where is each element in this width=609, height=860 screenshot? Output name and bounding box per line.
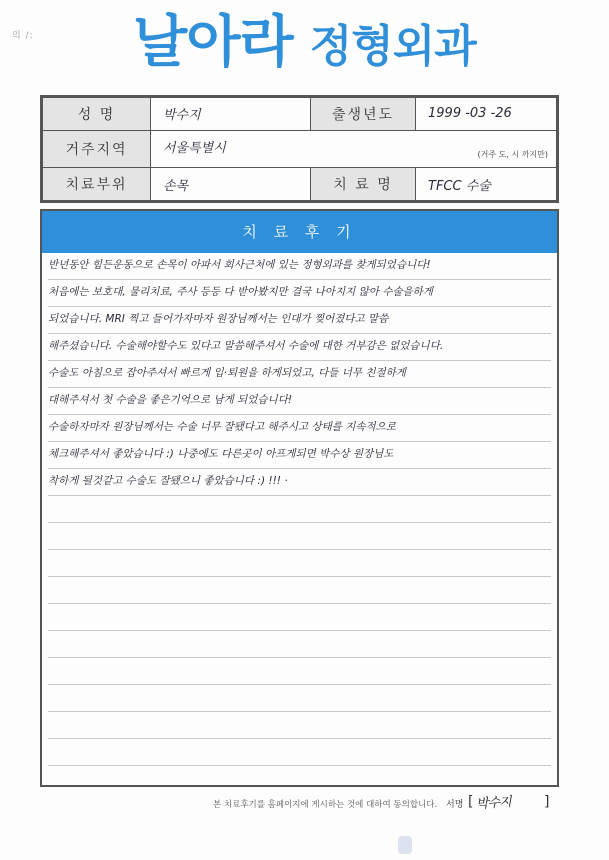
title-part1: 날아라 [133, 10, 293, 75]
signature-bracket-right: ] [544, 794, 550, 810]
body-part-value: 손목 [151, 168, 311, 201]
review-line: 수술도 아침으로 잡아주셔서 빠르게 입·퇴원을 하게되었고, 다들 너무 친절하게 [48, 361, 551, 388]
review-line [48, 739, 551, 766]
review-line [48, 685, 551, 712]
consent-text: 본 치료후기를 홈페이지에 게시하는 것에 대하여 동의합니다. [213, 800, 438, 810]
review-line [48, 658, 551, 685]
treatment-value: TFCC 수술 [416, 168, 557, 201]
region-cell [151, 130, 557, 167]
review-line [48, 496, 551, 523]
review-line: 해주셨습니다. 수술해야할수도 있다고 말씀해주셔서 수술에 대한 거부감은 없었습니다. [48, 334, 551, 361]
body-part-label: 치료부위 [43, 168, 151, 201]
treatment-label: 치 료 명 [311, 168, 416, 201]
review-line [48, 577, 551, 604]
region-label: 거주지역 [43, 130, 151, 167]
birth-value: 1999 -03 -26 [416, 98, 557, 131]
birth-label: 출생년도 [311, 98, 416, 131]
title-part2: 정형외과 [309, 21, 476, 72]
review-line: 체크해주셔서 좋았습니다 :) 나중에도 다른곳이 아프게되면 박수상 원장님도 [48, 442, 551, 469]
signature-bracket-left: [ [468, 794, 474, 810]
review-line: 처음에는 보호대, 물리치료, 주사 등등 다 받아봤지만 결국 나아지지 않아 수술을하게 [48, 280, 551, 307]
review-line: 대해주셔서 첫 수술을 좋은기억으로 남게 되었습니다! [48, 388, 551, 415]
review-line: 되었습니다. MRI 찍고 들어가자마자 원장님께서는 인대가 찢어졌다고 말씀 [48, 307, 551, 334]
review-line: 반년동안 힘든운동으로 손목이 아파서 회사근처에 있는 정형외과를 찾게되었습니다! [48, 253, 551, 280]
review-line [48, 604, 551, 631]
region-value: 서울특별시 [163, 141, 226, 157]
review-line [48, 631, 551, 658]
signature: 박수지 [475, 794, 512, 813]
name-label: 성 명 [43, 98, 151, 131]
review-lines [42, 253, 557, 785]
review-section [40, 209, 559, 787]
ink-smudge [398, 836, 412, 854]
review-line [48, 523, 551, 550]
consent-footer [0, 792, 609, 816]
review-header: 치 료 후 기 [42, 211, 557, 253]
review-line: 수술하자마자 원장님께서는 수술 너무 잘됐다고 해주시고 상태를 지속적으로 [48, 415, 551, 442]
review-line [48, 712, 551, 739]
corner-mark: 의 /: [12, 31, 34, 41]
region-hint: (거주 도, 시 까지만) [477, 150, 548, 160]
review-line: 착하게 될것같고 수술도 잘됐으니 좋았습니다 :) !!! · [48, 469, 551, 496]
review-line [48, 550, 551, 577]
page-title [0, 8, 609, 82]
patient-info-table [40, 95, 559, 203]
signature-label: 서명 [446, 800, 464, 810]
name-value: 박수지 [151, 98, 311, 131]
